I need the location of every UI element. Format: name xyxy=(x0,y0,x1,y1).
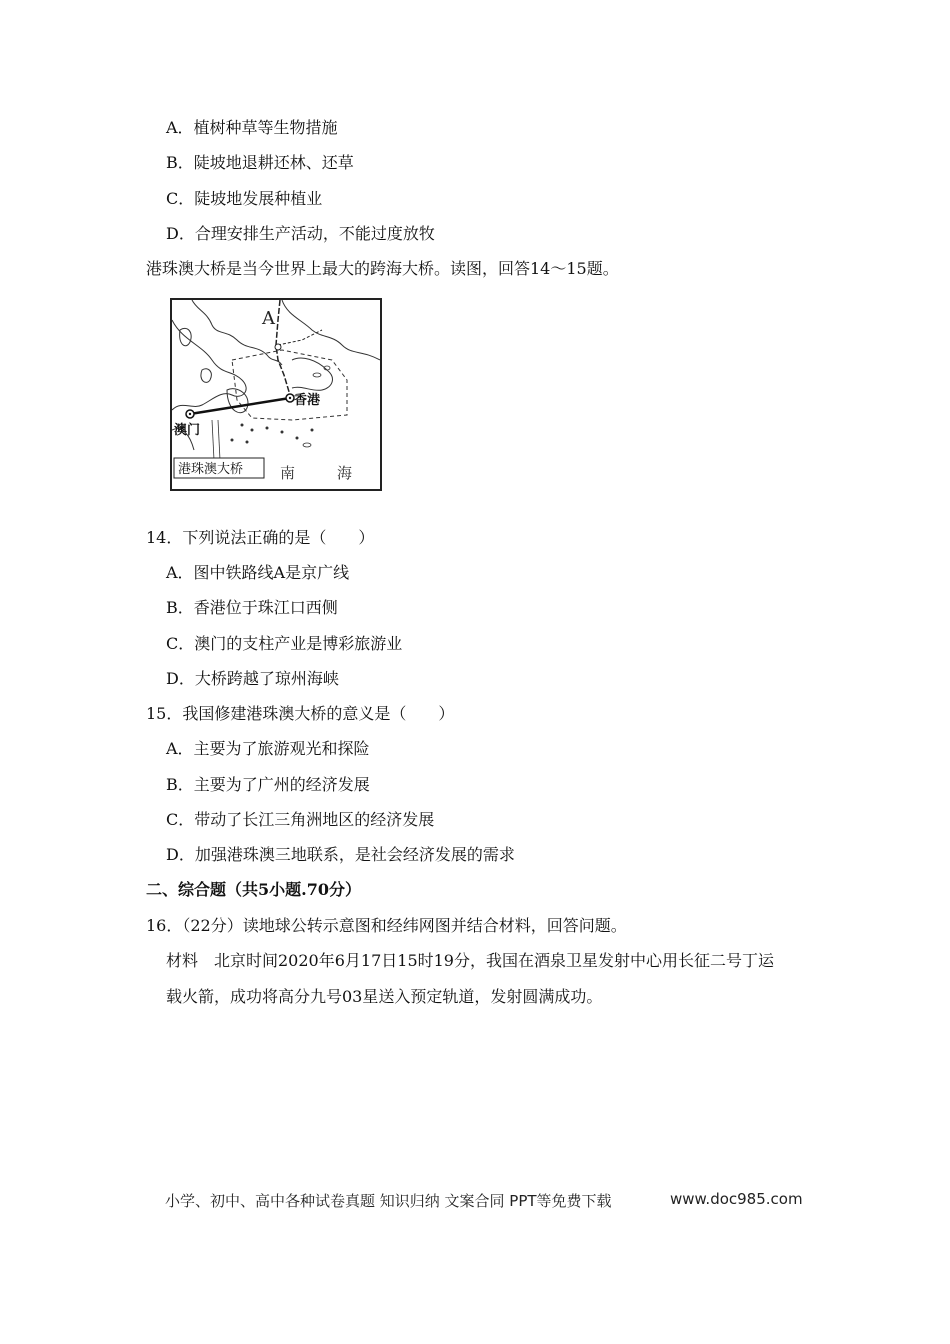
map-label-bridge: 港珠澳大桥 xyxy=(178,462,244,477)
q14-option-c: C．澳门的支柱产业是博彩旅游业 xyxy=(166,634,403,653)
q16-material-line2: 载火箭，成功将高分九号03星送入预定轨道，发射圆满成功。 xyxy=(166,987,603,1006)
footer-text: 小学、初中、高中各种试卷真题 知识归纳 文案合同 PPT等免费下载 xyxy=(165,1192,612,1210)
hk-zhuhai-macao-bridge-map xyxy=(170,298,382,491)
page-footer xyxy=(165,1190,803,1211)
q15-option-c: C．带动了长江三角洲地区的经济发展 xyxy=(166,810,435,829)
q15-stem: 15．我国修建港珠澳大桥的意义是（ ） xyxy=(146,704,455,723)
q16-material-line1: 材料 北京时间2020年6月17日15时19分，我国在酒泉卫星发射中心用长征二号丁运 xyxy=(166,951,774,970)
q13-option-d: D．合理安排生产活动，不能过度放牧 xyxy=(166,224,435,243)
q14-option-a: A．图中铁路线A是京广线 xyxy=(166,563,350,582)
map-label-a: A xyxy=(262,308,275,329)
section-title: 二、综合题（共5小题.70分） xyxy=(146,880,361,899)
q15-option-d: D．加强港珠澳三地联系，是社会经济发展的需求 xyxy=(166,845,515,864)
q13-option-a: A．植树种草等生物措施 xyxy=(166,118,338,137)
intro-text: 港珠澳大桥是当今世界上最大的跨海大桥。读图，回答14～15题。 xyxy=(146,259,619,278)
q14-option-b: B．香港位于珠江口西侧 xyxy=(166,598,338,617)
q14-stem: 14．下列说法正确的是（ ） xyxy=(146,528,375,547)
map-label-nan: 南 xyxy=(280,464,296,482)
q15-option-b: B．主要为了广州的经济发展 xyxy=(166,775,370,794)
map-label-hai: 海 xyxy=(337,464,353,482)
map-label-hk: 香港 xyxy=(294,393,321,408)
q15-option-a: A．主要为了旅游观光和探险 xyxy=(166,739,370,758)
q13-option-b: B．陡坡地退耕还林、还草 xyxy=(166,153,354,172)
footer-site-link[interactable]: www.doc985.com xyxy=(670,1190,803,1208)
q13-option-c: C．陡坡地发展种植业 xyxy=(166,189,323,208)
map-label-macao: 澳门 xyxy=(174,423,201,438)
q14-option-d: D．大桥跨越了琼州海峡 xyxy=(166,669,339,688)
q16-stem: 16．（22分）读地球公转示意图和经纬网图并结合材料，回答问题。 xyxy=(146,916,627,935)
